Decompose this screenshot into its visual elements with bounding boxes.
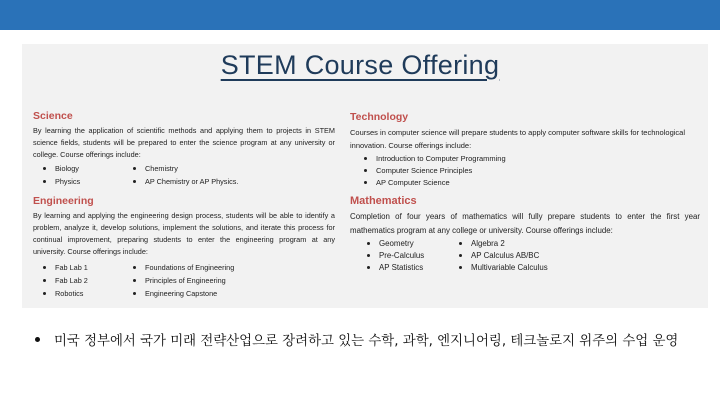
bullet-icon [367,254,370,257]
science-heading: Science [33,110,73,122]
mathematics-description: Completion of four years of mathematics will fully prepare students to enter the first year mathematics program at any college or university. Course offerings include: [350,212,700,235]
science-course-list [33,164,335,186]
bullet-icon [133,266,136,269]
list-item: Geometry [367,239,453,248]
list-item: AP Statistics [367,263,453,272]
bullet-icon [364,157,367,160]
mathematics-course-list [350,239,700,272]
list-item: Pre-Calculus [367,251,453,260]
list-item: Physics [43,177,127,186]
bullet-icon [133,167,136,170]
caption-text: 미국 정부에서 국가 미래 전략산업으로 장려하고 있는 수학, 과학, 엔지니어링, 테크놀로지 위주의 수업 운영 [54,334,679,349]
bullet-icon [43,167,46,170]
slide-title: STEM Course Offering [220,50,500,80]
science-description: By learning the application of scientific methods and applying them to projects in STEM science fields, students will be prepared to enter the science program at any university or college. Course offerings include: [33,126,335,159]
list-item: Principles of Engineering [133,276,303,285]
bullet-icon [459,242,462,245]
header-bar [0,0,720,30]
list-item: Computer Science Principles [364,166,664,175]
list-item: Multivariable Calculus [459,263,609,272]
slide-caption [35,330,715,349]
bullet-icon [43,292,46,295]
technology-section [350,111,685,187]
list-item: Fab Lab 1 [43,263,127,272]
list-item: Engineering Capstone [133,289,303,298]
bullet-icon [43,180,46,183]
bullet-icon [43,279,46,282]
technology-course-list [350,154,685,187]
bullet-icon [133,292,136,295]
technology-heading: Technology [350,111,409,123]
list-item: Introduction to Computer Programming [364,154,664,163]
list-item: Foundations of Engineering [133,263,303,272]
bullet-icon [43,266,46,269]
list-item: Algebra 2 [459,239,609,248]
bullet-icon [364,169,367,172]
bullet-icon [459,254,462,257]
mathematics-heading: Mathematics [350,195,417,207]
bullet-icon [367,242,370,245]
list-item: Biology [43,164,127,173]
bullet-icon [364,181,367,184]
bullet-icon [133,279,136,282]
list-item: AP Chemistry or AP Physics. [133,177,303,186]
list-item: AP Computer Science [364,178,664,187]
technology-description: Courses in computer science will prepare students to apply computer software skills for technological innovation. Course offerings include: [350,128,685,150]
bullet-icon [133,180,136,183]
list-item: Chemistry [133,164,303,173]
bullet-icon [35,337,40,342]
engineering-course-list [33,263,335,298]
science-section [33,110,335,186]
list-item: AP Calculus AB/BC [459,251,609,260]
bullet-icon [459,266,462,269]
engineering-description: By learning and applying the engineering design process, students will be able to identify a problem, analyze it, develop solutions, implement the solutions, and iterate this process for continual improvement, preparing students to enter the engineering program at any university. Course offerings include: [33,211,335,256]
list-item: Fab Lab 2 [43,276,127,285]
engineering-heading: Engineering [33,195,94,207]
bullet-icon [367,266,370,269]
list-item: Robotics [43,289,127,298]
engineering-section [33,195,335,298]
mathematics-section [350,195,700,272]
